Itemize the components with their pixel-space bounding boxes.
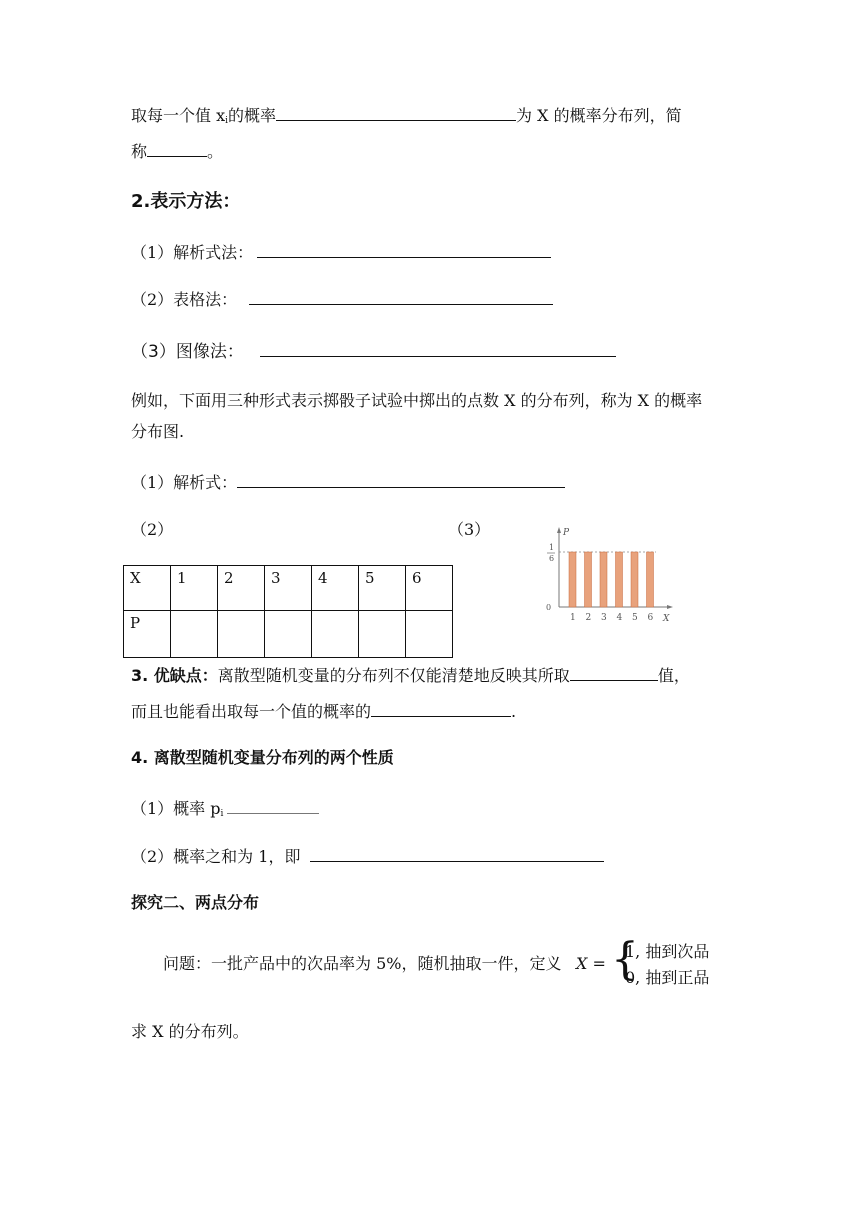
section3-line-1: 3. 优缺点：离散型随机变量的分布列不仅能清楚地反映其所取 值，	[131, 666, 690, 685]
blank-property-1[interactable]	[227, 797, 319, 814]
method-table: （2）表格法：	[131, 288, 553, 312]
table-cell-blank[interactable]	[218, 611, 265, 658]
blank-example-analytic[interactable]	[237, 471, 565, 488]
problem-text: 问题：一批产品中的次品率为 5%，随机抽取一件，定义	[163, 954, 562, 973]
section3-line-2: 而且也能看出取每一个值的概率的 .	[131, 702, 517, 721]
example-line-2: 分布图.	[131, 422, 185, 441]
blank-analytic[interactable]	[257, 241, 551, 258]
bar-4	[616, 552, 623, 607]
table-cell: 5	[359, 566, 406, 611]
property-2: （2）概率之和为 1，即	[131, 845, 604, 869]
table-cell-blank[interactable]	[171, 611, 218, 658]
table-cell: 4	[312, 566, 359, 611]
x-tick-label: 4	[616, 613, 623, 623]
piecewise-brace: {	[611, 934, 639, 985]
method-analytic: （1）解析式法：	[131, 241, 551, 265]
x-tick-label: 3	[601, 613, 607, 623]
bar-5	[631, 552, 638, 607]
blank-short-name[interactable]	[147, 140, 207, 157]
x-tick-label: 5	[632, 613, 638, 623]
bar-3	[600, 552, 607, 607]
explore2-heading: 探究二、两点分布	[131, 893, 260, 912]
blank-property-2[interactable]	[310, 845, 604, 862]
example-line-1: 例如，下面用三种形式表示掷骰子试验中掷出的点数 X 的分布列，称为 X 的概率	[131, 391, 703, 410]
table-row-p	[124, 611, 453, 658]
blank-graph[interactable]	[260, 340, 616, 357]
bars-group	[569, 552, 654, 623]
distribution-chart	[530, 524, 680, 624]
method-graph: （3）图像法：	[131, 340, 616, 364]
x-axis-label: X	[663, 614, 670, 624]
definition-line-1: 取每一个值 $x_i$的概率 为 X 的概率分布列，简	[131, 106, 682, 126]
table-cell: 1	[171, 566, 218, 611]
x-tick-label: 6	[647, 613, 654, 623]
property-1: （1）概率 $p_i$	[131, 797, 319, 826]
blank-values[interactable]	[570, 664, 658, 681]
bar-6	[647, 552, 654, 607]
table-cell-blank[interactable]	[359, 611, 406, 658]
y-tick-numerator: 1	[549, 543, 555, 552]
bar-2	[585, 552, 592, 607]
origin-label: 0	[546, 603, 552, 612]
bar-1	[569, 552, 576, 607]
distribution-table	[123, 565, 453, 658]
example-analytic: （1）解析式：	[131, 471, 565, 495]
blank-size[interactable]	[371, 700, 511, 717]
y-axis-arrow	[557, 527, 561, 533]
example-item-3-label: （3）	[448, 520, 491, 539]
table-cell: X	[124, 566, 171, 611]
section4-heading: 4. 离散型随机变量分布列的两个性质	[131, 748, 394, 767]
blank-table[interactable]	[249, 288, 553, 305]
variable-x: X =	[576, 954, 606, 973]
table-cell-blank[interactable]	[406, 611, 453, 658]
y-axis-label: P	[563, 528, 570, 538]
table-cell-blank[interactable]	[312, 611, 359, 658]
table-cell: 2	[218, 566, 265, 611]
ask-text: 求 X 的分布列。	[131, 1022, 249, 1041]
x-tick-label: 2	[585, 613, 592, 623]
section2-heading: 2.表示方法：	[131, 191, 241, 212]
example-item-2-label: （2）	[131, 520, 174, 539]
case-defective: 1, 抽到次品	[625, 942, 710, 961]
blank-probability[interactable]	[276, 104, 516, 121]
table-row-x	[124, 566, 453, 611]
y-tick-denominator: 6	[549, 554, 555, 563]
x-axis-arrow	[667, 605, 673, 609]
table-cell: 6	[406, 566, 453, 611]
definition-line-2: 称 。	[131, 142, 224, 161]
table-cell: P	[124, 611, 171, 658]
case-good: 0, 抽到正品	[625, 968, 710, 987]
table-cell-blank[interactable]	[265, 611, 312, 658]
table-cell: 3	[265, 566, 312, 611]
x-tick-label: 1	[570, 613, 576, 623]
